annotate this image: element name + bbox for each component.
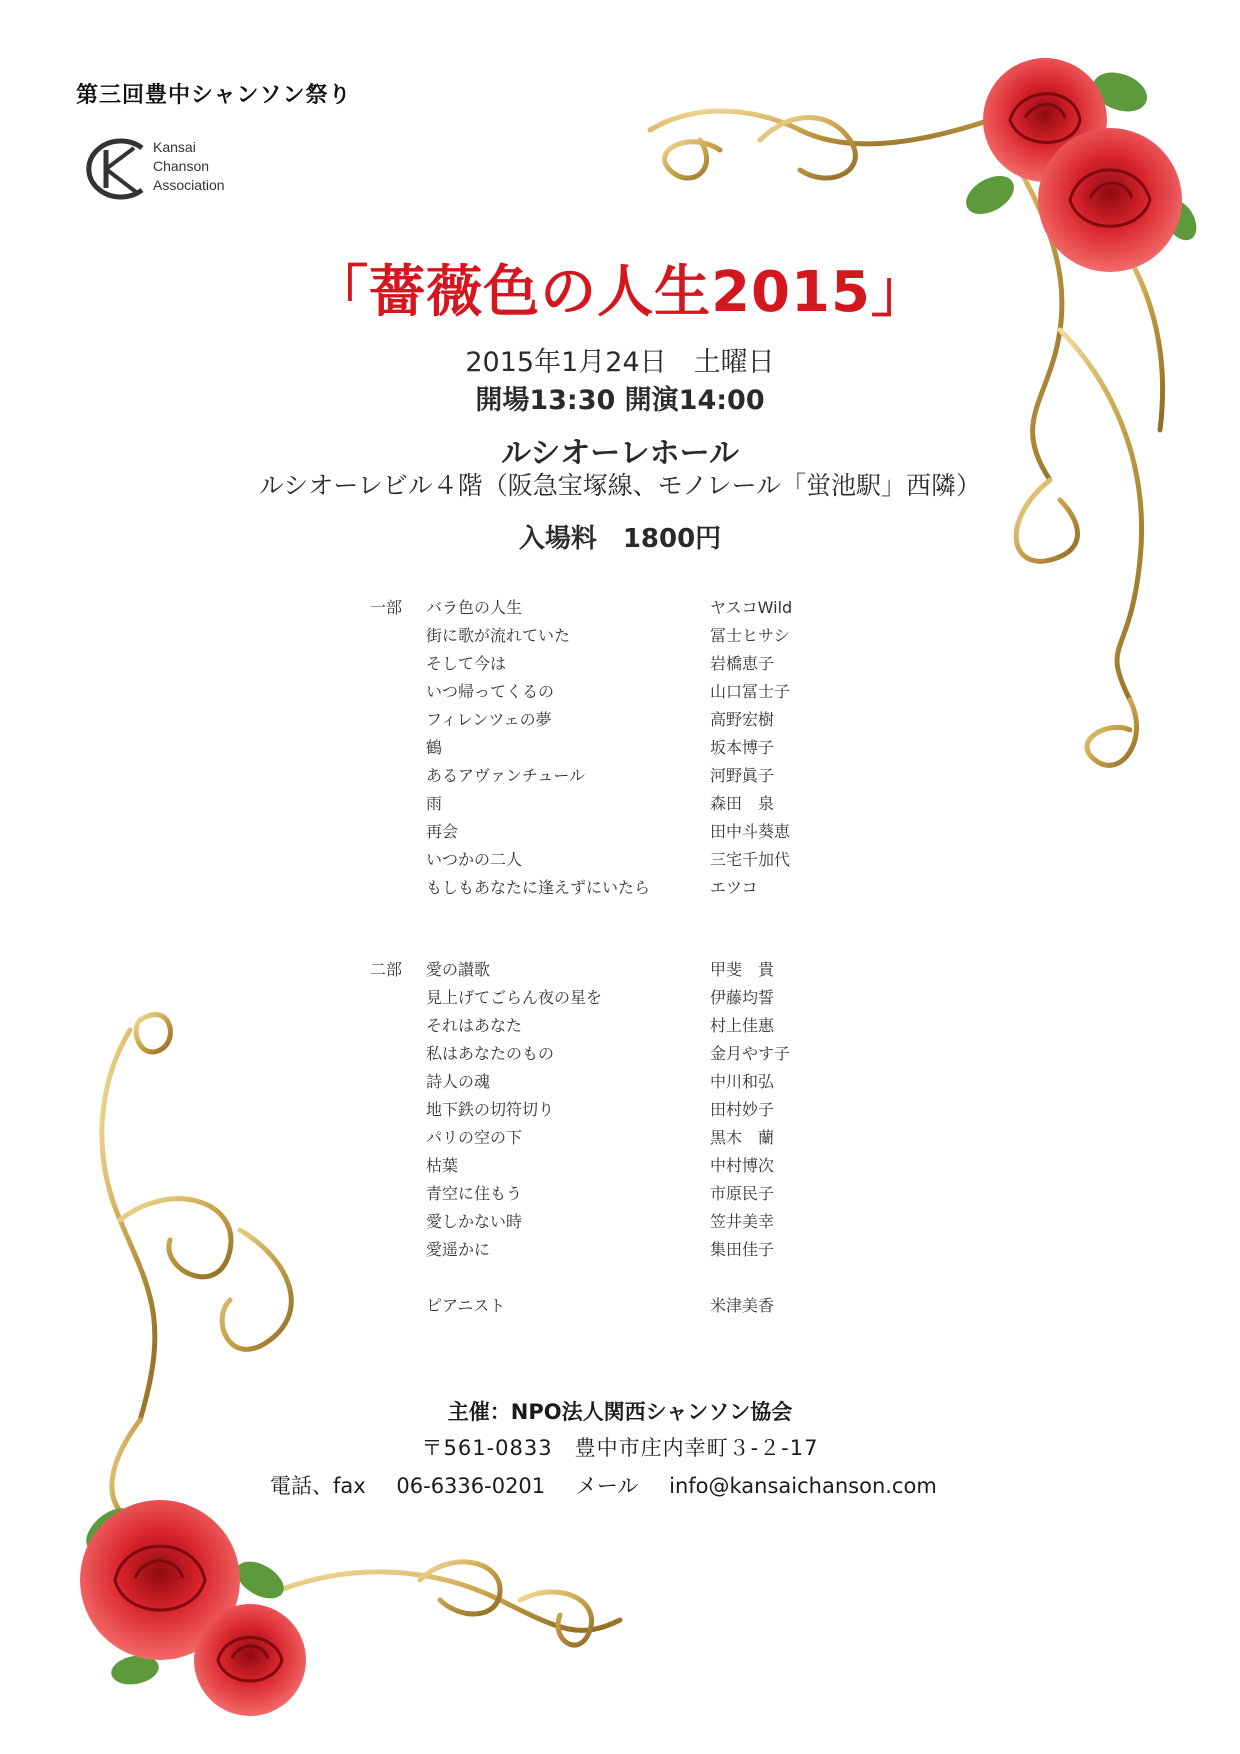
pianist-row (370, 1292, 890, 1320)
program-part-2 (370, 956, 890, 1320)
song-title: 鶴 (426, 738, 443, 757)
artist-name: 集田佳子 (710, 1240, 775, 1259)
event-title: 「薔薇色の人生2015」 (312, 260, 928, 325)
song-title: 愛遥かに (426, 1240, 491, 1259)
phone-label: 電話、fax (270, 1474, 366, 1498)
program-row (370, 734, 890, 762)
artist-name: 中村博次 (710, 1156, 775, 1175)
song-title: そして今は (426, 654, 507, 673)
artist-name: 金月やす子 (710, 1044, 791, 1063)
association-logo (76, 136, 236, 206)
program-row (370, 1152, 890, 1180)
program-row (370, 706, 890, 734)
program-row (370, 846, 890, 874)
program-row (370, 984, 890, 1012)
artist-name: 村上佳惠 (710, 1016, 775, 1035)
program-row (370, 594, 890, 622)
program-row (370, 1208, 890, 1236)
artist-name: 黒木 蘭 (710, 1128, 775, 1147)
artist-name: 甲斐 貴 (710, 960, 775, 979)
song-title: 愛の讃歌 (426, 960, 491, 979)
song-title: バラ色の人生 (426, 598, 523, 617)
program-row (370, 762, 890, 790)
artist-name: 三宅千加代 (710, 850, 791, 869)
artist-name: 山口冨士子 (710, 682, 791, 701)
logo-line-3: Association (153, 177, 225, 193)
song-title: フィレンツェの夢 (426, 710, 552, 729)
artist-name: エツコ (710, 878, 758, 897)
program-part-1 (370, 594, 890, 902)
artist-name: 市原民子 (710, 1184, 775, 1203)
phone-number: 06-6336-0201 (396, 1474, 546, 1498)
program-row (370, 1012, 890, 1040)
artist-name: 笠井美幸 (710, 1212, 775, 1231)
logo-text (153, 138, 225, 195)
email-link[interactable]: info@kansaichanson.com (669, 1474, 937, 1498)
part-2-label: 二部 (370, 960, 403, 979)
mail-label: メール (575, 1474, 639, 1498)
artist-name: 森田 泉 (710, 794, 775, 813)
program-row (370, 874, 890, 902)
song-title: 詩人の魂 (426, 1072, 491, 1091)
contact-line (270, 1470, 961, 1500)
program-row (370, 1180, 890, 1208)
event-date: 2015年1月24日 土曜日 (465, 347, 775, 378)
pianist-name: 米津美香 (710, 1296, 775, 1315)
program-row (370, 790, 890, 818)
program-row (370, 650, 890, 678)
artist-name: ヤスコWild (710, 598, 793, 617)
program-row (370, 1096, 890, 1124)
artist-name: 中川和弘 (710, 1072, 775, 1091)
venue-address: ルシオーレビル４階（阪急宝塚線、モノレール「蛍池駅」西隣） (258, 471, 982, 500)
program-row (370, 678, 890, 706)
artist-name: 田中斗葵恵 (710, 822, 791, 841)
song-title: 街に歌が流れていた (426, 626, 571, 645)
artist-name: 高野宏樹 (710, 710, 775, 729)
program-row (370, 622, 890, 650)
kca-logo-icon (76, 136, 150, 202)
rose-bottom-left-2 (194, 1604, 306, 1716)
artist-name: 田村妙子 (710, 1100, 775, 1119)
song-title: それはあなた (426, 1016, 523, 1035)
program-row (370, 1040, 890, 1068)
song-title: 見上げてごらん夜の星を (426, 988, 603, 1007)
artist-name: 河野眞子 (710, 766, 775, 785)
song-title: 愛しかない時 (426, 1212, 523, 1231)
logo-line-2: Chanson (153, 158, 210, 174)
song-title: パリの空の下 (426, 1128, 523, 1147)
program-row (370, 956, 890, 984)
artist-name: 岩橋恵子 (710, 654, 775, 673)
admission-fee: 入場料 1800円 (518, 524, 722, 554)
artist-name: 冨士ヒサシ (710, 626, 790, 645)
song-title: いつかの二人 (426, 850, 523, 869)
song-title: 再会 (426, 822, 459, 841)
song-title: 私はあなたのもの (426, 1044, 555, 1063)
song-title: あるアヴァンチュール (426, 766, 586, 785)
program-row (370, 1124, 890, 1152)
program-row (370, 1236, 890, 1264)
part-1-label: 一部 (370, 598, 403, 617)
postal-address: 〒561-0833 豊中市庄内幸町３-２-17 (421, 1436, 819, 1460)
festival-name: 第三回豊中シャンソン祭り (76, 83, 352, 108)
logo-line-1: Kansai (153, 139, 196, 155)
song-title: いつ帰ってくるの (426, 682, 555, 701)
organizer: 主催：NPO法人関西シャンソン協会 (447, 1400, 793, 1424)
song-title: 枯葉 (426, 1156, 459, 1175)
venue-name: ルシオーレホール (500, 436, 740, 471)
program-row (370, 818, 890, 846)
program-row (370, 1068, 890, 1096)
artist-name: 坂本博子 (710, 738, 775, 757)
program-spacer (370, 1264, 890, 1292)
song-title: 地下鉄の切符切り (426, 1100, 555, 1119)
song-title: もしもあなたに逢えずにいたら (426, 878, 651, 897)
artist-name: 伊藤均誓 (710, 988, 775, 1007)
song-title: 雨 (426, 794, 443, 813)
pianist-label: ピアニスト (426, 1296, 506, 1315)
event-time: 開場13:30 開演14:00 (475, 385, 765, 416)
song-title: 青空に住もう (426, 1184, 523, 1203)
